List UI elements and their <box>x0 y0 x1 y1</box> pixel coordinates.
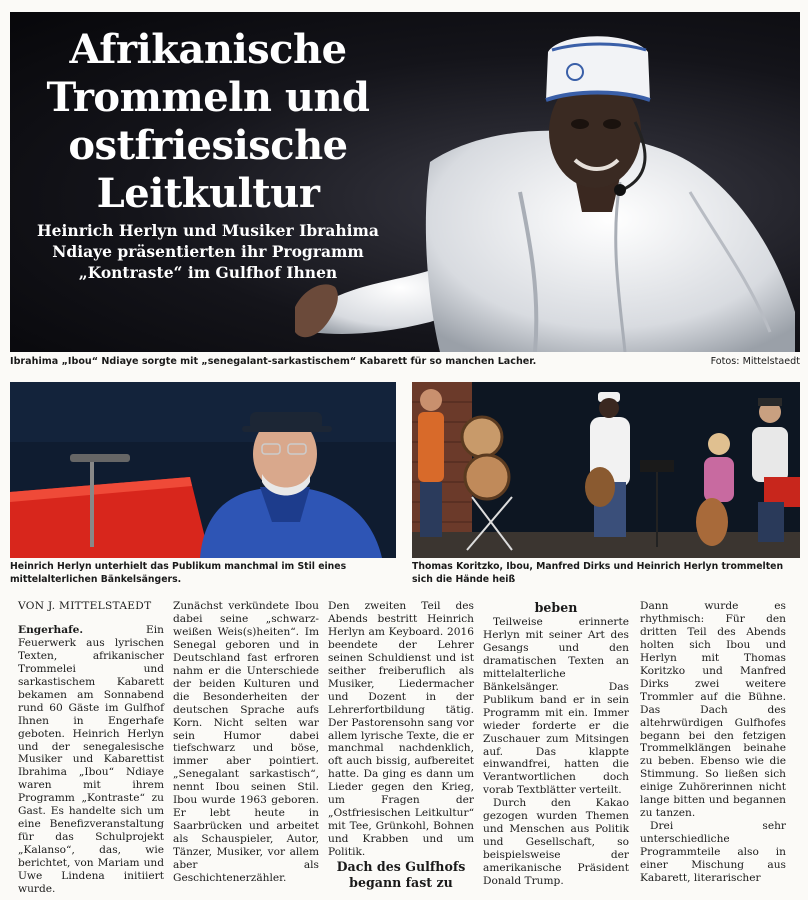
photo-keyboard-player <box>10 382 396 558</box>
article-paragraph: Dann wurde es rhythmisch: Für den dritten Teil des Abends holten sich Ibou und Herlyn mit Thomas Koritzko und Manfred Dirks zwei weitere Trommler auf die Bühne. Das Dach des altehrwürdigen Gulfhofes begann bei den fetzigen Trommelklängen beinahe zu beben. Ebenso wie die Stimmung. So ließen sich einige Zuhörerinnen nicht lange bitten und begannen zu tanzen. <box>640 600 786 820</box>
hero-photo <box>10 12 800 352</box>
keyboard-player-illustration <box>10 382 396 558</box>
article-paragraph: Teilweise erinnerte Herlyn mit seiner Art des Gesangs und den dramatischen Texten an mittelalterliche Bänkelsänger. Das Publikum band er in sein Programm mit ein. Immer wieder forderte er die Zuschauer zum Mitsingen auf. Das klappte einwandfrei, hatten die Verantwortlichen doch vorab Textblätter verteilt. <box>483 616 629 797</box>
headline-line: Leitkultur <box>96 170 320 217</box>
article-subhead: beben <box>534 600 578 615</box>
headline-line: Afrikanische <box>69 26 347 73</box>
subheadline-line: „Kontraste“ im Gulfhof Ihnen <box>78 263 338 282</box>
article-subhead: Dach des Gulfhofs begann fast zu <box>336 859 466 891</box>
dateline: Engerhafe. <box>18 623 84 636</box>
photo-left-caption: Heinrich Herlyn unterhielt das Publikum manchmal im Stil eines mittelalterlichen Bänkelsängers. <box>10 561 347 585</box>
headline-line: Trommeln und <box>46 74 370 121</box>
headline <box>28 26 388 218</box>
article-column-1 <box>18 600 164 896</box>
hero-caption: Ibrahima „Ibou“ Ndiaye sorgte mit „senegalant-sarkastischem“ Kabarett für so manchen Lacher. <box>10 356 537 367</box>
photo-drummers <box>412 382 800 558</box>
subheadline-line: Ndiaye präsentierten ihr Programm <box>52 242 364 261</box>
article-column-4 <box>483 600 629 888</box>
article-column-3 <box>328 600 474 891</box>
article-paragraph: Durch den Kakao gezogen wurden Themen und Menschen aus Politik und Gesellschaft, so beispielsweise der amerikanische Präsident Donald Trump. <box>483 797 629 888</box>
headline-line: ostfriesische <box>68 122 348 169</box>
article-text: Ein Feuerwerk aus lyrischen Texten, afrikanischer Trommelei und sarkastischem Kabarett bekamen am Sonnabend rund 60 Gäste im Gulfhof Ihnen in Engerhafe geboten. Heinrich Herlyn und der senegalesische Musiker und Kabarettist Ibrahima „Ibou“ Ndiaye waren mit ihrem Programm „Kontraste“ zu Gast. Es handelte sich um eine Benefizveranstaltung für das Schulprojekt „Kalanso“, das, wie berichtet, von Mariam und Uwe Lindena initiiert wurde. <box>18 623 164 896</box>
byline: VON J. MITTELSTAEDT <box>18 600 152 612</box>
subheadline <box>28 220 388 283</box>
photo-right-caption: Thomas Koritzko, Ibou, Manfred Dirks und Heinrich Herlyn trommelten sich die Hände heiß <box>412 561 784 585</box>
drummers-illustration <box>412 382 800 558</box>
article-column-2 <box>173 600 319 885</box>
article-paragraph: Drei sehr unterschiedliche Programmteile also in einer Mischung aus Kabarett, literarischer <box>640 820 786 885</box>
article-column-5 <box>640 600 786 885</box>
article-paragraph <box>18 624 164 896</box>
photo-credit: Fotos: Mittelstaedt <box>710 356 800 367</box>
article-paragraph: Zunächst verkündete Ibou dabei seine „schwarz-weißen Weis(s)heiten“. Im Senegal geboren und in Deutschland fast erfroren nahm er die Unterschiede der beiden Kulturen und die Besonderheiten der deutschen Sprache aufs Korn. Nicht selten war sein Humor dabei tiefschwarz und böse, immer aber pointiert. „Senegalant sarkastisch“, nennt Ibou seinen Stil. Ibou wurde 1963 geboren. Er lebt heute in Saarbrücken und arbeitet als Schauspieler, Autor, Tänzer, Musiker, vor allem aber als Geschichtenerzähler. <box>173 600 319 885</box>
hero-caption-row <box>10 356 800 370</box>
subheadline-line: Heinrich Herlyn und Musiker Ibrahima <box>37 221 379 240</box>
article-paragraph: Den zweiten Teil des Abends bestritt Heinrich Herlyn am Keyboard. 2016 beendete der Lehrer seinen Schuldienst und ist seither freiberuflich als Musiker, Liedermacher und Dozent in der Lehrerfortbildung tätig. Der Pastorensohn sang vor allem lyrische Texte, die er manchmal nachdenklich, oft auch bissig, aufbereitet hatte. Da ging es dann um Lieder gegen den Krieg, um Fragen der „Ostfriesischen Leitkultur“ mit Tee, Grünkohl, Bohnen und Krabben und um Politik. <box>328 600 474 859</box>
